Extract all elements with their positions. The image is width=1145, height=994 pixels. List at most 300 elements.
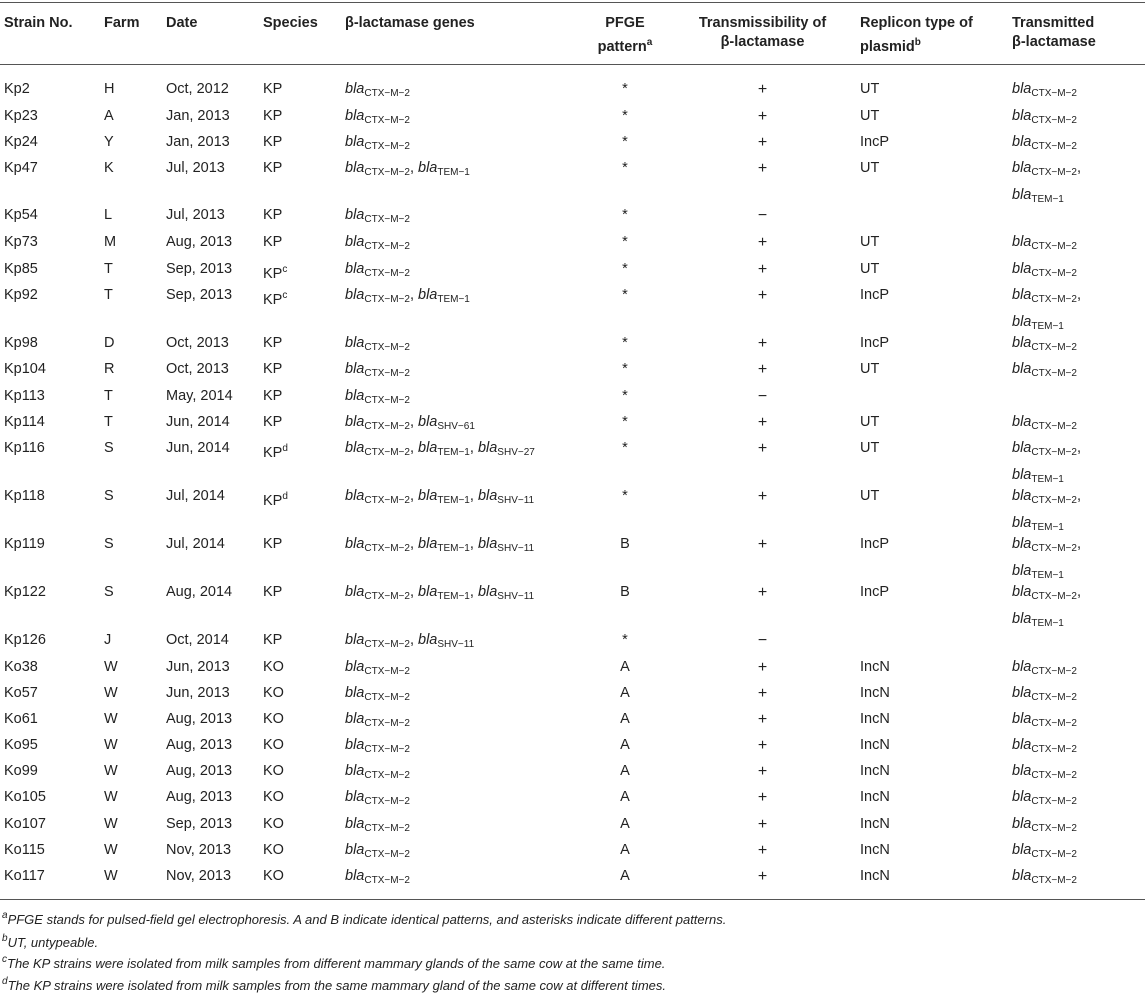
gene-subscript: CTX−M−2 [364,368,410,379]
cell-farm: S [104,440,114,456]
cell-species: KP [263,361,283,377]
cell-strain: Ko107 [4,816,46,832]
transmitted-line: bla$_{CTX-M-2}$, [1012,584,1081,602]
cell-pfge: A [620,816,630,832]
cell-pfge: * [622,632,628,648]
gene-subscript: CTX−M−2 [1031,849,1077,860]
cell-farm: T [104,287,113,303]
cell-genes [345,360,410,383]
transmitted-line: bla$_{CTX-M-2}$, [1012,440,1081,458]
cell-strain: Kp85 [4,261,38,277]
footnote [2,907,726,928]
footnote-text: UT, untypeable. [7,935,99,950]
gene-subscript: CTX−M−2 [1031,718,1077,729]
cell-strain: Ko99 [4,763,38,779]
cell-date: Oct, 2013 [166,361,229,377]
cell-transmissibility: + [757,414,768,431]
footnote-text: The KP strains were isolated from milk samples from the same mammary gland of the same cow at different times. [7,978,666,993]
gene-subscript: CTX−M−2 [1031,342,1077,353]
cell-replicon: UT [860,234,880,250]
gene-subscript: CTX−M−2 [364,849,410,860]
cell-strain: Ko115 [4,842,45,858]
header-trans-line1: Transmissibility of [698,15,827,31]
cell-strain: Kp24 [4,134,38,150]
header-genes: β-lactamase genes [345,15,475,31]
cell-strain: Ko61 [4,711,38,727]
gene-name: bla$_{CTX-M-2}$ [345,388,410,406]
gene-name: bla$_{CTX-M-2}$ [1012,816,1077,834]
gene-subscript: TEM−1 [437,167,470,178]
cell-date: Oct, 2012 [166,81,229,97]
cell-transmissibility: + [757,816,768,833]
gene-subscript: CTX−M−2 [1031,368,1077,379]
header-pfge-line1: PFGE [605,15,645,31]
gene-name: bla$_{CTX-M-2}$ [345,659,410,677]
cell-species: KO [263,763,284,779]
cell-species: KP [263,536,283,552]
header-species: Species [263,15,318,31]
cell-strain: Ko38 [4,659,38,675]
gene-subscript: CTX−M−2 [1031,495,1077,506]
gene-subscript: CTX−M−2 [1031,268,1077,279]
gene-subscript: CTX−M−2 [364,395,410,406]
cell-species: KP [263,414,283,430]
header-pfge-mark: a [646,37,653,48]
cell-replicon: IncN [860,685,890,701]
gene-subscript: CTX−M−2 [364,115,410,126]
gene-subscript: CTX−M−2 [364,744,410,755]
cell-date: Aug, 2014 [166,584,233,600]
gene-name: bla$_{CTX-M-2}$ [1012,868,1077,886]
cell-transmitted [1012,133,1077,156]
gene-name: bla$_{CTX-M-2}$ [1012,160,1077,178]
cell-species: KP [263,335,283,351]
cell-transmitted [1012,658,1077,681]
transmitted-line [1012,107,1077,130]
cell-pfge: A [620,868,630,884]
cell-transmitted [1012,413,1077,436]
cell-pfge: * [622,388,628,404]
gene-subscript: TEM−1 [1031,570,1064,581]
cell-farm: J [104,632,112,648]
gene-subscript: CTX−M−2 [364,823,410,834]
cell-pfge: A [620,842,630,858]
cell-date: Jul, 2013 [166,207,225,223]
cell-farm: A [104,108,114,124]
cell-species: KO [263,868,284,884]
cell-replicon: IncN [860,842,890,858]
gene-name: bla$_{CTX-M-2}$ [1012,287,1077,305]
cell-strain: Kp2 [4,81,30,97]
cell-replicon: IncP [860,584,890,600]
gene-subscript: TEM−1 [437,447,470,458]
cell-replicon: IncN [860,868,890,884]
gene-name: bla$_{CTX-M-2}$ [345,108,410,126]
gene-name: bla$_{CTX-M-2}$ [345,160,410,178]
cell-strain: Kp119 [4,536,45,552]
gene-subscript: CTX−M−2 [364,770,410,781]
transmitted-line [1012,233,1077,256]
footnote [2,951,665,972]
cell-date: Sep, 2013 [166,261,233,277]
transmitted-line [1012,260,1077,283]
cell-date: Aug, 2013 [166,789,233,805]
header-date: Date [166,15,198,31]
gene-name: bla$_{SHV-11}$ [477,536,535,554]
cell-species: KP [263,81,283,97]
header-tbl-line2: β-lactamase [1012,34,1096,50]
gene-name: bla$_{CTX-M-2}$ [345,842,410,860]
cell-strain: Ko117 [4,868,45,884]
gene-subscript: TEM−1 [1031,474,1064,485]
gene-subscript: CTX−M−2 [364,241,410,252]
header-transmitted [1012,14,1096,52]
cell-farm: D [104,335,115,351]
gene-name: bla$_{CTX-M-2}$ [345,414,410,432]
cell-farm: M [104,234,117,250]
gene-name: bla$_{TEM-1}$ [418,584,470,602]
gene-name: bla$_{CTX-M-2}$ [1012,789,1077,807]
gene-name: bla$_{CTX-M-2}$ [1012,335,1077,353]
cell-transmissibility: + [757,335,768,352]
cell-genes [345,710,410,733]
cell-strain: Ko105 [4,789,46,805]
transmitted-line [1012,736,1077,759]
gene-subscript: TEM−1 [1031,194,1064,205]
cell-genes: bla$_{CTX-M-2}$, bla$_{TEM-1}$ [345,160,470,178]
cell-species: $KP^d$ [263,491,288,509]
cell-transmissibility: + [757,488,768,505]
gene-subscript: CTX−M−2 [364,495,410,506]
gene-subscript: CTX−M−2 [1031,241,1077,252]
gene-subscript: CTX−M−2 [1031,875,1077,886]
gene-subscript: CTX−M−2 [364,342,410,353]
cell-transmissibility: − [757,388,768,405]
cell-replicon: IncP [860,287,890,303]
cell-replicon: IncP [860,536,890,552]
header-rep-line1: Replicon type of [860,15,973,31]
gene-name: bla$_{CTX-M-2}$ [345,868,410,886]
cell-species: KO [263,711,284,727]
cell-species: KP [263,134,283,150]
cell-replicon: IncP [860,335,890,351]
gene-name: bla$_{CTX-M-2}$ [1012,536,1077,554]
cell-pfge: B [620,584,630,600]
gene-name: bla$_{CTX-M-2}$ [345,261,410,279]
cell-farm: W [104,789,118,805]
gene-name: bla$_{TEM-1}$ [418,488,470,506]
gene-name: bla$_{TEM-1}$ [418,536,470,554]
transmitted-line [1012,466,1081,489]
cell-farm: L [104,207,113,223]
cell-date: Nov, 2013 [166,868,232,884]
transmitted-line [1012,610,1081,633]
cell-transmitted [1012,736,1077,759]
footnote-text: PFGE stands for pulsed-field gel electrophoresis. A and B indicate identical patterns, and asterisks indicate different patterns. [7,912,727,927]
footnote-mark: b [2,933,8,944]
cell-farm: W [104,737,118,753]
cell-genes: bla$_{CTX-M-2}$, bla$_{SHV-11}$ [345,632,475,650]
transmitted-line [1012,841,1077,864]
cell-genes [345,841,410,864]
cell-transmitted [1012,360,1077,383]
gene-subscript: CTX−M−2 [364,421,410,432]
transmitted-line [1012,360,1077,383]
cell-pfge: A [620,763,630,779]
gene-subscript: CTX−M−2 [364,447,410,458]
cell-transmissibility: + [757,685,768,702]
cell-pfge: * [622,261,628,277]
cell-replicon: UT [860,488,880,504]
cell-pfge: A [620,685,630,701]
gene-subscript: CTX−M−2 [364,692,410,703]
cell-transmissibility: + [757,361,768,378]
cell-genes [345,867,410,890]
header-tbl-line1: Transmitted [1012,15,1095,31]
cell-transmissibility: + [757,868,768,885]
gene-subscript: CTX−M−2 [1031,543,1077,554]
species-mark: d [282,491,288,502]
cell-transmitted [1012,762,1077,785]
gene-name: bla$_{CTX-M-2}$ [345,234,410,252]
transmitted-line: bla$_{CTX-M-2}$, [1012,160,1081,178]
gene-name: bla$_{TEM-1}$ [418,440,470,458]
gene-subscript: TEM−1 [437,543,470,554]
cell-pfge: A [620,789,630,805]
cell-pfge: B [620,536,630,552]
cell-strain: Ko95 [4,737,38,753]
cell-farm: T [104,414,113,430]
gene-name: bla$_{CTX-M-2}$ [1012,584,1077,602]
gene-subscript: CTX−M−2 [364,591,410,602]
gene-name: bla$_{CTX-M-2}$ [345,207,410,225]
cell-transmissibility: + [757,536,768,553]
cell-genes [345,334,410,357]
cell-replicon: UT [860,414,880,430]
cell-transmissibility: + [757,737,768,754]
gene-name: bla$_{TEM-1}$ [1012,515,1064,533]
gene-name: bla$_{CTX-M-2}$ [1012,234,1077,252]
gene-name: bla$_{CTX-M-2}$ [1012,763,1077,781]
gene-name: bla$_{CTX-M-2}$ [1012,134,1077,152]
cell-farm: S [104,488,114,504]
cell-transmitted [1012,286,1081,336]
transmitted-line [1012,313,1081,336]
footnote-text: The KP strains were isolated from milk samples from different mammary glands of the same cow at the same time. [7,956,666,971]
gene-subscript: CTX−M−2 [1031,666,1077,677]
gene-name: bla$_{TEM-1}$ [1012,467,1064,485]
gene-subscript: CTX−M−2 [364,141,410,152]
cell-transmitted [1012,159,1081,209]
cell-genes [345,658,410,681]
cell-transmitted [1012,334,1077,357]
cell-replicon: IncN [860,711,890,727]
gene-subscript: CTX−M−2 [364,875,410,886]
cell-transmissibility: + [757,261,768,278]
cell-transmissibility: + [757,108,768,125]
gene-name: bla$_{CTX-M-2}$ [345,81,410,99]
cell-strain: Kp104 [4,361,46,377]
cell-farm: W [104,763,118,779]
header-rep-line2: plasmid$^b$ [860,37,921,55]
gene-name: bla$_{CTX-M-2}$ [345,632,410,650]
transmitted-line [1012,334,1077,357]
footnote-mark: c [2,954,7,965]
gene-subscript: TEM−1 [1031,522,1064,533]
cell-pfge: * [622,160,628,176]
gene-subscript: CTX−M−2 [364,639,410,650]
cell-transmitted [1012,80,1077,103]
gene-name: bla$_{SHV-11}$ [477,488,535,506]
transmitted-line [1012,684,1077,707]
cell-species: KO [263,659,284,675]
gene-subscript: CTX−M−2 [1031,141,1077,152]
gene-name: bla$_{CTX-M-2}$ [1012,361,1077,379]
cell-farm: W [104,685,118,701]
gene-subscript: CTX−M−2 [364,214,410,225]
cell-date: Aug, 2013 [166,234,233,250]
species-mark: c [282,264,288,275]
cell-strain: Kp116 [4,440,45,456]
cell-date: Oct, 2013 [166,335,229,351]
cell-genes: bla$_{CTX-M-2}$, bla$_{TEM-1}$, bla$_{SHV-11}$ [345,584,535,602]
cell-strain: Kp122 [4,584,46,600]
gene-subscript: CTX−M−2 [364,167,410,178]
gene-subscript: CTX−M−2 [364,718,410,729]
cell-species: KP [263,234,283,250]
gene-name: bla$_{CTX-M-2}$ [345,816,410,834]
cell-strain: Kp113 [4,388,45,404]
gene-subscript: CTX−M−2 [364,88,410,99]
transmitted-line [1012,762,1077,785]
cell-farm: R [104,361,115,377]
header-farm: Farm [104,15,140,31]
species-mark: d [282,443,288,454]
gene-name: bla$_{CTX-M-2}$ [345,134,410,152]
cell-replicon: UT [860,81,880,97]
cell-farm: H [104,81,115,97]
cell-replicon: UT [860,440,880,456]
cell-genes [345,133,410,156]
gene-subscript: CTX−M−2 [1031,115,1077,126]
cell-transmissibility: + [757,81,768,98]
gene-name: bla$_{SHV-27}$ [477,440,535,458]
cell-replicon: UT [860,261,880,277]
transmitted-line: bla$_{CTX-M-2}$, [1012,488,1081,506]
gene-subscript: CTX−M−2 [364,294,410,305]
gene-name: bla$_{TEM-1}$ [1012,187,1064,205]
cell-pfge: A [620,711,630,727]
cell-strain: Kp98 [4,335,38,351]
transmitted-line [1012,815,1077,838]
gene-name: bla$_{CTX-M-2}$ [345,584,410,602]
cell-replicon: IncN [860,737,890,753]
cell-species: KO [263,842,284,858]
transmitted-line [1012,80,1077,103]
gene-subscript: CTX−M−2 [1031,88,1077,99]
cell-transmitted [1012,867,1077,890]
cell-replicon: IncN [860,789,890,805]
cell-pfge: * [622,234,628,250]
cell-pfge: * [622,207,628,223]
cell-date: Jun, 2013 [166,685,230,701]
cell-pfge: * [622,488,628,504]
cell-strain: Kp114 [4,414,45,430]
cell-date: Jan, 2013 [166,134,230,150]
cell-species: KP [263,108,283,124]
transmitted-line [1012,867,1077,890]
cell-date: Jun, 2013 [166,659,230,675]
cell-farm: W [104,868,118,884]
cell-farm: W [104,711,118,727]
gene-name: bla$_{CTX-M-2}$ [345,536,410,554]
cell-pfge: * [622,134,628,150]
footnote-mark: a [2,910,8,921]
cell-species: KP [263,584,283,600]
cell-date: Aug, 2013 [166,737,233,753]
gene-subscript: CTX−M−2 [364,543,410,554]
gene-subscript: CTX−M−2 [1031,591,1077,602]
cell-species: KO [263,737,284,753]
cell-pfge: * [622,108,628,124]
cell-date: Jul, 2014 [166,488,225,504]
cell-strain: Kp47 [4,160,38,176]
cell-genes: bla$_{CTX-M-2}$, bla$_{TEM-1}$, bla$_{SHV-27}$ [345,440,535,458]
gene-name: bla$_{CTX-M-2}$ [1012,659,1077,677]
gene-subscript: SHV−61 [437,421,475,432]
gene-name: bla$_{CTX-M-2}$ [1012,81,1077,99]
cell-date: Jan, 2013 [166,108,230,124]
cell-species: KP [263,160,283,176]
cell-genes: bla$_{CTX-M-2}$, bla$_{TEM-1}$ [345,287,470,305]
gene-name: bla$_{SHV-61}$ [418,414,475,432]
gene-name: bla$_{CTX-M-2}$ [1012,711,1077,729]
cell-replicon: UT [860,361,880,377]
cell-pfge: * [622,81,628,97]
header-rule [0,64,1145,65]
cell-pfge: * [622,335,628,351]
gene-subscript: CTX−M−2 [1031,167,1077,178]
gene-name: bla$_{TEM-1}$ [1012,611,1064,629]
cell-pfge: * [622,287,628,303]
gene-name: bla$_{CTX-M-2}$ [345,685,410,703]
gene-name: bla$_{CTX-M-2}$ [1012,261,1077,279]
cell-farm: W [104,816,118,832]
cell-transmitted [1012,260,1077,283]
cell-transmissibility: + [757,789,768,806]
cell-replicon: UT [860,108,880,124]
cell-transmissibility: + [757,711,768,728]
cell-transmissibility: + [757,160,768,177]
header-transmissibility [680,14,845,52]
cell-farm: W [104,659,118,675]
cell-replicon: UT [860,160,880,176]
transmitted-line [1012,514,1081,537]
cell-genes [345,815,410,838]
cell-transmissibility: + [757,440,768,457]
cell-genes [345,387,410,410]
cell-date: May, 2014 [166,388,233,404]
transmitted-line: bla$_{CTX-M-2}$, [1012,287,1081,305]
gene-name: bla$_{CTX-M-2}$ [345,488,410,506]
cell-pfge: A [620,737,630,753]
gene-subscript: TEM−1 [437,495,470,506]
cell-farm: T [104,388,113,404]
cell-replicon: IncN [860,816,890,832]
gene-name: bla$_{TEM-1}$ [1012,314,1064,332]
cell-transmitted [1012,107,1077,130]
cell-strain: Ko57 [4,685,38,701]
